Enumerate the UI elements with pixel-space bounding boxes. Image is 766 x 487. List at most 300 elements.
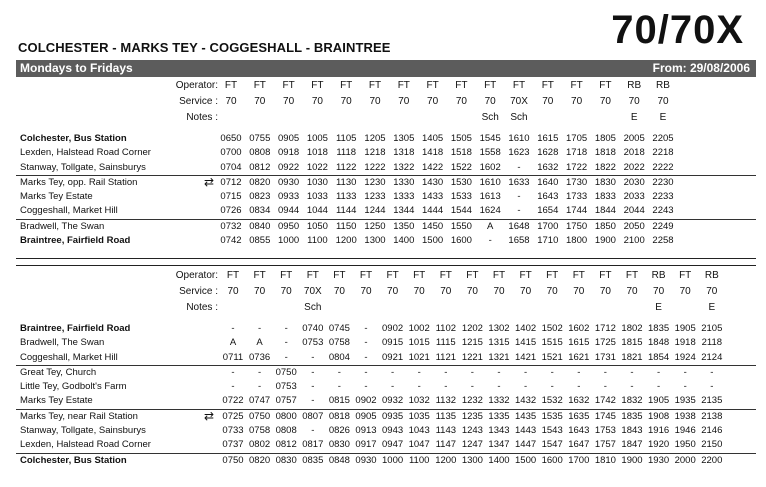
departure-time: 1610 xyxy=(479,176,501,188)
departure-time: 1202 xyxy=(461,323,483,334)
timetable-row xyxy=(16,424,756,438)
departure-time: 2230 xyxy=(652,176,674,188)
departure-time: 1118 xyxy=(336,147,357,159)
notes-row xyxy=(16,110,756,126)
departure-time: - xyxy=(364,351,368,363)
departure-time: 0742 xyxy=(220,235,242,247)
departure-time: 1405 xyxy=(422,133,444,144)
departure-time: - xyxy=(391,366,395,378)
departure-time: 1122 xyxy=(335,161,357,173)
departure-time: - xyxy=(231,381,235,393)
departure-time: 2218 xyxy=(652,147,674,159)
departure-time: 1100 xyxy=(307,235,328,247)
departure-time: - xyxy=(311,381,315,393)
timetable-row xyxy=(16,234,756,248)
departure-time: 1602 xyxy=(479,161,501,173)
departure-time: 1532 xyxy=(541,395,563,407)
departure-time: 1725 xyxy=(594,337,616,349)
departure-time: 1610 xyxy=(508,133,530,144)
departure-time: - xyxy=(577,366,581,378)
departure-time: 1908 xyxy=(648,410,670,422)
departure-time: 1757 xyxy=(594,439,616,451)
departure-time: - xyxy=(524,366,528,378)
departure-time: 1444 xyxy=(422,205,444,217)
departure-time: 1232 xyxy=(461,395,483,407)
timetable-row xyxy=(16,161,756,175)
departure-time: - xyxy=(364,381,368,393)
operator-cell: FT xyxy=(492,270,506,281)
departure-time: - xyxy=(683,366,687,378)
departure-time: 1800 xyxy=(566,235,588,247)
departure-time: - xyxy=(470,381,474,393)
departure-time: 1133 xyxy=(335,191,357,203)
departure-time: 1643 xyxy=(568,425,590,437)
departure-time: - xyxy=(550,366,554,378)
notes-cell: E xyxy=(655,302,662,313)
departure-time: 1805 xyxy=(594,133,616,144)
timetable-row xyxy=(16,322,756,336)
stop-name: Marks Tey, near Rail Station xyxy=(20,410,138,422)
departure-time: 1643 xyxy=(537,191,559,203)
departure-time: 1335 xyxy=(488,410,510,422)
operator-cell: FT xyxy=(306,270,319,281)
service-cell: 70 xyxy=(493,286,505,297)
departure-time: 2000 xyxy=(674,454,696,466)
departure-time: 1558 xyxy=(479,147,501,159)
departure-time: 2150 xyxy=(701,439,723,451)
departure-time: 2105 xyxy=(701,323,723,334)
departure-time: 1215 xyxy=(461,337,483,349)
departure-time: 1100 xyxy=(408,454,430,466)
departure-time: 1533 xyxy=(450,191,472,203)
departure-time: 1315 xyxy=(488,337,510,349)
departure-time: - xyxy=(657,381,661,393)
departure-time: - xyxy=(577,381,581,393)
departure-time: 0834 xyxy=(249,205,271,217)
departure-time: - xyxy=(603,366,607,378)
departure-time: 1744 xyxy=(566,205,588,217)
departure-time: 0848 xyxy=(328,454,350,466)
departure-time: 1918 xyxy=(674,337,696,349)
departure-time: 1343 xyxy=(488,425,510,437)
departure-time: A xyxy=(487,220,494,232)
departure-time: 1347 xyxy=(488,439,510,451)
operator-cell: FT xyxy=(546,270,559,281)
departure-time: 1633 xyxy=(508,176,530,188)
departure-time: 0950 xyxy=(278,220,300,232)
departure-time: 1043 xyxy=(408,425,430,437)
departure-time: 1044 xyxy=(306,205,328,217)
departure-time: 1322 xyxy=(393,161,415,173)
departure-time: 0905 xyxy=(355,410,377,422)
departure-time: 0737 xyxy=(222,439,244,451)
departure-time: 1515 xyxy=(541,337,563,349)
departure-time: 0725 xyxy=(222,410,244,422)
operator-cell: FT xyxy=(386,270,399,281)
departure-time: 1415 xyxy=(515,337,537,349)
departure-time: 0800 xyxy=(275,410,297,422)
departure-time: 2243 xyxy=(652,205,674,217)
departure-time: 1600 xyxy=(541,454,563,466)
departure-time: 1705 xyxy=(566,133,588,144)
departure-time: 1615 xyxy=(568,337,590,349)
departure-time: 2118 xyxy=(701,337,723,349)
departure-time: 1854 xyxy=(648,351,670,363)
service-cell: 70 xyxy=(427,96,439,107)
departure-time: - xyxy=(284,337,288,349)
departure-time: 1920 xyxy=(648,439,670,451)
departure-time: - xyxy=(630,381,634,393)
departure-time: 1422 xyxy=(422,161,444,173)
departure-time: 1222 xyxy=(364,161,386,173)
departure-time: 1938 xyxy=(674,410,696,422)
departure-time: 2018 xyxy=(623,147,645,159)
departure-time: 1000 xyxy=(382,454,404,466)
departure-time: 0700 xyxy=(220,147,242,159)
operator-cell: FT xyxy=(679,270,692,281)
departure-time: 1544 xyxy=(450,205,472,217)
departure-time: 1518 xyxy=(450,147,472,159)
effective-date: From: 29/08/2006 xyxy=(652,61,750,75)
days-label: Mondays to Fridays xyxy=(20,61,133,75)
departure-time: 1530 xyxy=(450,176,472,188)
departure-time: 1221 xyxy=(461,351,483,363)
departure-time: 0808 xyxy=(249,147,271,159)
departure-time: 0807 xyxy=(302,410,324,422)
departure-time: 0820 xyxy=(249,176,271,188)
operator-label: Operator: xyxy=(175,80,218,91)
service-cell: 70 xyxy=(360,286,372,297)
departure-time: 1330 xyxy=(393,176,415,188)
notes-cell: E xyxy=(659,112,667,123)
departure-time: 0944 xyxy=(278,205,300,217)
service-cell: 70 xyxy=(398,96,410,107)
service-cell: 70 xyxy=(679,286,691,297)
notes-row xyxy=(16,300,756,316)
operator-cell: RB xyxy=(627,80,642,91)
departure-time: 1640 xyxy=(537,176,559,188)
operator-cell: FT xyxy=(625,270,639,281)
timetable-row xyxy=(16,190,756,204)
departure-time: 1050 xyxy=(306,220,328,232)
timetable-row xyxy=(16,351,756,365)
departure-time: 1753 xyxy=(594,425,616,437)
departure-time: 1830 xyxy=(594,176,616,188)
departure-time: 1130 xyxy=(335,176,357,188)
departure-time: - xyxy=(630,366,634,378)
departure-time: 1730 xyxy=(566,176,588,188)
departure-time: 0736 xyxy=(249,351,271,363)
stop-name: Stanway, Tollgate, Sainsburys xyxy=(20,425,146,437)
departure-time: 2222 xyxy=(652,161,674,173)
departure-time: 1135 xyxy=(435,410,457,422)
service-cell: 70 xyxy=(455,96,467,107)
departure-time: 0918 xyxy=(278,147,300,159)
departure-time: 1818 xyxy=(594,147,616,159)
departure-time: 0855 xyxy=(249,235,271,247)
notes-cell: Sch xyxy=(510,112,528,123)
service-cell: 70 xyxy=(387,286,399,297)
departure-time: 1115 xyxy=(435,337,456,349)
departure-time: - xyxy=(284,351,288,363)
departure-time: 1418 xyxy=(422,147,444,159)
service-cell: 70 xyxy=(599,286,611,297)
departure-time: 1710 xyxy=(537,235,559,247)
departure-time: 2100 xyxy=(623,235,645,247)
departure-time: 1121 xyxy=(435,351,457,363)
service-cell: 70 xyxy=(283,96,295,107)
departure-time: 1433 xyxy=(422,191,444,203)
service-cell: 70 xyxy=(657,96,669,107)
departure-time: 0917 xyxy=(355,439,377,451)
stop-name: Marks Tey Estate xyxy=(20,191,93,203)
departure-time: 1632 xyxy=(568,395,590,407)
departure-time: - xyxy=(657,366,661,378)
stop-name: Braintree, Fairfield Road xyxy=(20,235,131,247)
operator-cell: FT xyxy=(359,270,373,281)
operator-cell: FT xyxy=(340,80,353,91)
departure-time: 0947 xyxy=(382,439,404,451)
departure-time: 0704 xyxy=(220,161,242,173)
departure-time: 0733 xyxy=(222,425,244,437)
timetable-row xyxy=(16,175,756,190)
stop-name: Great Tey, Church xyxy=(20,366,97,378)
departure-time: 1658 xyxy=(508,235,530,247)
departure-time: 1924 xyxy=(674,351,696,363)
departure-time: - xyxy=(364,366,368,378)
departure-time: 1333 xyxy=(393,191,415,203)
operator-cell: FT xyxy=(455,80,468,91)
departure-time: 1030 xyxy=(306,176,328,188)
departure-time: 0712 xyxy=(220,176,242,188)
service-cell: 70 xyxy=(573,286,585,297)
departure-time: 1344 xyxy=(393,205,415,217)
timetable-row xyxy=(16,453,756,468)
operator-cell: RB xyxy=(704,270,719,281)
departure-time: 1250 xyxy=(364,220,386,232)
operator-cell: FT xyxy=(224,80,238,91)
departure-time: 0740 xyxy=(302,323,324,334)
departure-time: 0915 xyxy=(382,337,404,349)
stop-name: Braintree, Fairfield Road xyxy=(20,323,131,334)
departure-time: 0808 xyxy=(275,425,297,437)
notes-cell: E xyxy=(630,112,638,123)
departure-time: 1930 xyxy=(648,454,670,466)
departure-time: 1621 xyxy=(568,351,590,363)
departure-time: - xyxy=(417,381,421,393)
route-code: 70/70X xyxy=(611,8,744,52)
departure-time: 2258 xyxy=(652,235,674,247)
departure-time: 1300 xyxy=(364,235,386,247)
departure-time: 1144 xyxy=(335,205,357,217)
departure-time: 1654 xyxy=(537,205,559,217)
departure-time: 0830 xyxy=(275,454,297,466)
departure-time: 1015 xyxy=(408,337,430,349)
departure-time: 0755 xyxy=(249,133,271,144)
departure-time: 0943 xyxy=(382,425,404,437)
service-row xyxy=(16,94,756,110)
departure-time: 1700 xyxy=(568,454,590,466)
service-cell: 70 xyxy=(466,286,478,297)
departure-time: 1000 xyxy=(278,235,300,247)
departure-time: 1132 xyxy=(435,395,457,407)
departure-time: 1500 xyxy=(515,454,537,466)
departure-time: 1832 xyxy=(621,395,643,407)
departure-time: - xyxy=(311,366,315,378)
departure-time: 0817 xyxy=(302,439,324,451)
departure-time: - xyxy=(497,366,501,378)
departure-time: 1522 xyxy=(450,161,472,173)
departure-time: 1543 xyxy=(541,425,563,437)
departure-time: - xyxy=(258,323,262,334)
departure-time: - xyxy=(444,381,448,393)
notes-cell: E xyxy=(708,302,716,313)
operator-cell: RB xyxy=(656,80,670,91)
departure-time: 1615 xyxy=(537,133,559,144)
service-cell: 70 xyxy=(340,96,352,107)
operator-cell: FT xyxy=(599,80,612,91)
departure-time: 1547 xyxy=(541,439,563,451)
departure-time: - xyxy=(258,366,262,378)
departure-time: 1421 xyxy=(515,351,537,363)
route-title: COLCHESTER - MARKS TEY - COGGESHALL - BRAINTREE xyxy=(18,40,391,55)
departure-time: 1230 xyxy=(364,176,386,188)
departure-time: 0930 xyxy=(355,454,377,466)
service-cell: 70 xyxy=(369,96,381,107)
departure-time: 0732 xyxy=(220,220,242,232)
departure-time: 1432 xyxy=(515,395,537,407)
departure-time: 1443 xyxy=(515,425,537,437)
departure-time: 1815 xyxy=(621,337,643,349)
departure-time: 1400 xyxy=(393,235,415,247)
departure-time: 1102 xyxy=(435,323,457,334)
days-band xyxy=(16,60,756,77)
departure-time: 2138 xyxy=(701,410,723,422)
operator-cell: FT xyxy=(572,270,585,281)
departure-time: 1035 xyxy=(408,410,430,422)
departure-time: 0818 xyxy=(328,410,350,422)
operator-row xyxy=(16,78,756,94)
departure-time: 1718 xyxy=(566,147,588,159)
timetable-row xyxy=(16,219,756,234)
stop-name: Coggeshall, Market Hill xyxy=(20,351,118,363)
operator-cell: FT xyxy=(413,270,426,281)
departure-time: 1430 xyxy=(422,176,444,188)
departure-time: 1712 xyxy=(594,323,616,334)
operator-cell: RB xyxy=(651,270,666,281)
departure-time: 1350 xyxy=(393,220,415,232)
departure-time: 1848 xyxy=(648,337,670,349)
departure-time: 0758 xyxy=(328,337,350,349)
departure-time: 1600 xyxy=(450,235,472,247)
timetable-row xyxy=(16,394,756,408)
service-cell: 70 xyxy=(333,286,345,297)
departure-time: 0921 xyxy=(382,351,404,363)
departure-time: 0745 xyxy=(328,323,350,334)
service-cell: 70 xyxy=(520,286,532,297)
departure-time: - xyxy=(391,381,395,393)
departure-time: 2146 xyxy=(701,425,723,437)
departure-time: 1550 xyxy=(450,220,472,232)
departure-time: - xyxy=(444,366,448,378)
timetable-section-2 xyxy=(16,268,756,468)
departure-time: 1731 xyxy=(594,351,616,363)
stop-name: Bradwell, The Swan xyxy=(20,220,105,232)
departure-time: 0932 xyxy=(382,395,404,407)
stop-name: Bradwell, The Swan xyxy=(20,337,105,349)
service-label: Service : xyxy=(179,96,218,107)
departure-time: 1521 xyxy=(541,351,563,363)
departure-time: 0715 xyxy=(220,191,242,203)
departure-time: 0922 xyxy=(278,161,300,173)
departure-time: 1850 xyxy=(594,220,616,232)
departure-time: 0815 xyxy=(328,395,350,407)
rail-interchange-icon: ⇄ xyxy=(204,174,215,189)
departure-time: 1018 xyxy=(306,147,328,159)
departure-time: - xyxy=(497,381,501,393)
timetable-row xyxy=(16,132,756,146)
service-cell: 70 xyxy=(599,96,611,107)
operator-cell: FT xyxy=(439,270,452,281)
service-cell: 70 xyxy=(254,286,266,297)
departure-time: 0812 xyxy=(249,161,271,173)
stop-name: Lexden, Halstead Road Corner xyxy=(20,147,151,159)
notes-label: Notes : xyxy=(186,302,218,313)
operator-cell: FT xyxy=(599,270,612,281)
departure-time: 1332 xyxy=(488,395,510,407)
timetable-row xyxy=(16,380,756,394)
service-cell: 70 xyxy=(280,286,292,297)
departure-time: 1200 xyxy=(335,235,357,247)
departure-time: 0820 xyxy=(249,454,271,466)
departure-time: 2022 xyxy=(623,161,645,173)
service-cell: 70 xyxy=(546,286,558,297)
departure-time: 1435 xyxy=(515,410,537,422)
departure-time: 1505 xyxy=(450,133,472,144)
operator-row xyxy=(16,268,756,284)
service-cell: 70 xyxy=(440,286,452,297)
departure-time: 2205 xyxy=(652,133,674,144)
departure-time: 1244 xyxy=(364,205,386,217)
departure-time: 1021 xyxy=(408,351,430,363)
departure-time: 0650 xyxy=(220,133,242,144)
departure-time: 1033 xyxy=(306,191,328,203)
section-divider xyxy=(16,265,756,266)
departure-time: 1935 xyxy=(674,395,696,407)
departure-time: 0711 xyxy=(222,351,244,363)
departure-time: 1545 xyxy=(479,133,501,144)
operator-cell: FT xyxy=(519,270,532,281)
departure-time: 1802 xyxy=(621,323,643,334)
timetable-row xyxy=(16,336,756,350)
operator-cell: FT xyxy=(226,270,240,281)
departure-time: 1233 xyxy=(364,191,386,203)
departure-time: 1624 xyxy=(479,205,501,217)
departure-time: A xyxy=(256,337,263,349)
departure-time: 1835 xyxy=(648,323,670,334)
departure-time: 1821 xyxy=(621,351,643,363)
stop-name: Colchester, Bus Station xyxy=(20,133,127,144)
departure-time: 1305 xyxy=(393,133,415,144)
departure-time: - xyxy=(337,381,341,393)
departure-time: 1900 xyxy=(594,235,616,247)
service-cell: 70 xyxy=(227,286,239,297)
departure-time: - xyxy=(710,366,714,378)
departure-time: 1147 xyxy=(435,439,457,451)
departure-time: 1647 xyxy=(568,439,590,451)
departure-time: 2005 xyxy=(623,133,645,144)
stop-name: Coggeshall, Market Hill xyxy=(20,205,118,217)
